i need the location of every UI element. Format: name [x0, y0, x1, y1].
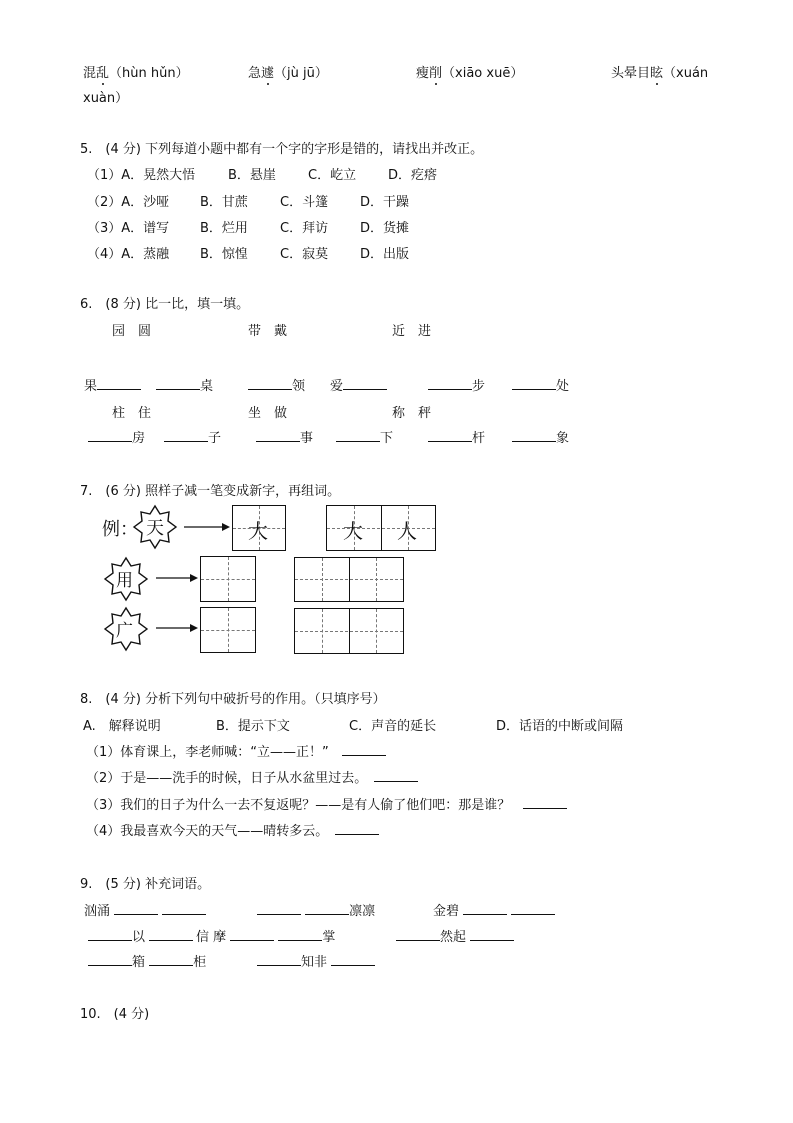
answer-blank[interactable] [114, 902, 158, 915]
word-char: 大 [343, 519, 363, 543]
word-text: 混 [83, 66, 97, 81]
q9-fill [433, 900, 555, 919]
answer-word-box[interactable] [294, 608, 404, 654]
pinyin-item-4 [611, 62, 708, 81]
fill-word: 然起 [440, 930, 467, 945]
q6-fill [512, 375, 569, 394]
pinyin-wrap-text: xuàn） [83, 91, 129, 106]
answer-blank[interactable] [463, 902, 507, 915]
fill-word: 领 [292, 379, 306, 394]
fill-word: 金碧 [433, 904, 460, 919]
q5-option: （3）A．谱写 [87, 221, 170, 236]
dotted-char: 眩 [650, 66, 664, 81]
answer-blank[interactable] [512, 429, 556, 442]
word-text: 瘦 [416, 66, 430, 81]
answer-blank[interactable] [257, 902, 301, 915]
q6-fill [248, 375, 305, 394]
answer-blank[interactable] [511, 902, 555, 915]
dotted-char: 削 [429, 66, 443, 81]
word-text: 头晕目 [611, 66, 651, 81]
fill-word: 信 摩 [196, 930, 227, 945]
q8-option: C．声音的延长 [349, 719, 437, 734]
q6-fill [512, 427, 569, 446]
fill-word: 箱 [132, 955, 146, 970]
example-word-box [326, 505, 436, 551]
source-char: 广 [116, 621, 133, 641]
q8-sentence: （1）体育课上，李老师喊：“立——正！” [86, 745, 329, 760]
q5-option: （2）A．沙哑 [87, 195, 170, 210]
pinyin-options: （jù jū） [274, 66, 328, 81]
answer-blank[interactable] [230, 928, 274, 941]
fill-word: 以 [132, 930, 146, 945]
answer-blank[interactable] [331, 953, 375, 966]
q6-fill [88, 427, 145, 446]
answer-blank[interactable] [428, 429, 472, 442]
q9-fill [196, 926, 335, 945]
answer-blank[interactable] [335, 822, 379, 835]
q6-fill [330, 375, 387, 394]
q5-option: C．屹立 [308, 168, 357, 183]
q8-item [86, 794, 567, 813]
q5-option: C．斗篷 [280, 195, 329, 210]
q5-option: D．疙瘩 [388, 168, 438, 183]
answer-blank[interactable] [523, 796, 567, 809]
fill-word: 房 [132, 431, 146, 446]
fill-word: 步 [472, 379, 486, 394]
q5-option: D．货摊 [360, 221, 410, 236]
answer-blank[interactable] [342, 743, 386, 756]
char-pair: 带 戴 [248, 324, 288, 339]
q5-option: D．出版 [360, 247, 410, 262]
q8-option: B．提示下文 [216, 719, 290, 734]
q6-fill [428, 375, 485, 394]
answer-blank[interactable] [278, 928, 322, 941]
fill-word: 事 [300, 431, 314, 446]
answer-blank[interactable] [164, 429, 208, 442]
q9-fill [257, 951, 375, 970]
example-char: 天 [146, 518, 164, 539]
pinyin-item-1 [83, 62, 189, 81]
q8-sentence: （2）于是——洗手的时候，日子从水盆里过去。 [86, 771, 361, 786]
example-label: 例： [102, 519, 138, 540]
q10-title: 10. (4 分) [80, 1007, 150, 1022]
q6-fill [156, 375, 213, 394]
q6-fill [428, 427, 485, 446]
q8-item [86, 767, 418, 786]
fill-word: 桌 [200, 379, 214, 394]
answer-blank[interactable] [149, 928, 193, 941]
q5-option: （4）A．蒸融 [87, 247, 170, 262]
q8-sentence: （4）我最喜欢今天的天气——晴转多云。 [86, 824, 322, 839]
answer-blank[interactable] [305, 902, 349, 915]
answer-char-box[interactable] [200, 607, 256, 653]
q5-option: B．惊惶 [200, 247, 248, 262]
q9-fill [257, 900, 375, 919]
q6-fill [336, 427, 393, 446]
fill-word: 杆 [472, 431, 486, 446]
q9-fill [84, 900, 206, 919]
answer-blank[interactable] [162, 902, 206, 915]
pinyin-options: （hùn hǔn） [109, 66, 189, 81]
char-pair: 坐 做 [248, 406, 288, 421]
char-pair: 柱 住 [112, 406, 152, 421]
q6-fill [256, 427, 313, 446]
answer-blank[interactable] [336, 429, 380, 442]
q5-option: C．寂莫 [280, 247, 329, 262]
q9-title: 9. (5 分) 补充词语。 [80, 877, 211, 892]
answer-blank[interactable] [97, 377, 141, 390]
answer-blank[interactable] [428, 377, 472, 390]
fill-word: 果 [84, 379, 98, 394]
q5-title: 5. (4 分) 下列每道小题中都有一个字的字形是错的，请找出并改正。 [80, 142, 484, 157]
result-char: 大 [248, 519, 268, 543]
fill-word: 处 [556, 379, 570, 394]
fill-word: 掌 [322, 930, 336, 945]
example-result-box [232, 505, 286, 551]
q8-title: 8. (4 分) 分析下列句中破折号的作用。（只填序号） [80, 692, 386, 707]
q5-option: （1）A．晃然大悟 [87, 168, 196, 183]
answer-blank[interactable] [248, 377, 292, 390]
char-pair: 园 圆 [112, 324, 152, 339]
char-pair: 近 进 [392, 324, 432, 339]
answer-char-box[interactable] [200, 556, 256, 602]
fill-word: 知非 [301, 955, 328, 970]
answer-blank[interactable] [256, 429, 300, 442]
q8-item [86, 741, 386, 760]
arrow-right-icon [156, 573, 198, 583]
answer-blank[interactable] [396, 928, 440, 941]
q6-title: 6. (8 分) 比一比，填一填。 [80, 297, 250, 312]
q9-fill [396, 926, 514, 945]
q5-option: C．拜访 [280, 221, 329, 236]
pinyin-options: （xiāo xuē） [442, 66, 524, 81]
fill-word: 子 [208, 431, 222, 446]
q5-option: B．烂用 [200, 221, 248, 236]
q6-fill-row-1 [84, 375, 141, 394]
fill-word: 凛凛 [349, 904, 376, 919]
answer-word-box[interactable] [294, 557, 404, 602]
fill-word: 下 [380, 431, 394, 446]
fill-word: 汹涌 [84, 904, 111, 919]
word-char: 人 [397, 519, 417, 543]
answer-blank[interactable] [88, 928, 132, 941]
q8-option: D．话语的中断或间隔 [496, 719, 624, 734]
q8-sentence: （3）我们的日子为什么一去不复返呢？——是有人偷了他们吧：那是谁？ [86, 798, 511, 813]
answer-blank[interactable] [374, 769, 418, 782]
arrow-right-icon [184, 522, 230, 532]
q9-fill [88, 926, 193, 945]
answer-blank[interactable] [470, 928, 514, 941]
fill-word: 象 [556, 431, 570, 446]
pinyin-item-2 [248, 62, 328, 81]
q5-option: B．甘蔗 [200, 195, 248, 210]
fill-word: 柜 [193, 955, 207, 970]
arrow-right-icon [156, 623, 198, 633]
q6-fill [164, 427, 221, 446]
q8-option: A. 解释说明 [83, 719, 161, 734]
answer-blank[interactable] [149, 953, 193, 966]
q9-fill [88, 951, 206, 970]
char-pair: 称 秤 [392, 406, 432, 421]
answer-blank[interactable] [156, 377, 200, 390]
pinyin-options: （xuán [663, 66, 709, 81]
q5-option: D．干躁 [360, 195, 410, 210]
q8-item [86, 820, 379, 839]
answer-blank[interactable] [512, 377, 556, 390]
answer-blank[interactable] [88, 429, 132, 442]
q7-title: 7. (6 分) 照样子减一笔变成新字，再组词。 [80, 484, 341, 499]
dotted-char: 遽 [261, 66, 275, 81]
answer-blank[interactable] [343, 377, 387, 390]
source-char: 用 [116, 571, 133, 591]
pinyin-item-3 [416, 62, 523, 81]
answer-blank[interactable] [88, 953, 132, 966]
dotted-char: 乱 [96, 66, 110, 81]
answer-blank[interactable] [257, 953, 301, 966]
word-text: 急 [248, 66, 262, 81]
fill-word: 爱 [330, 379, 344, 394]
q5-option: B．悬崖 [228, 168, 276, 183]
